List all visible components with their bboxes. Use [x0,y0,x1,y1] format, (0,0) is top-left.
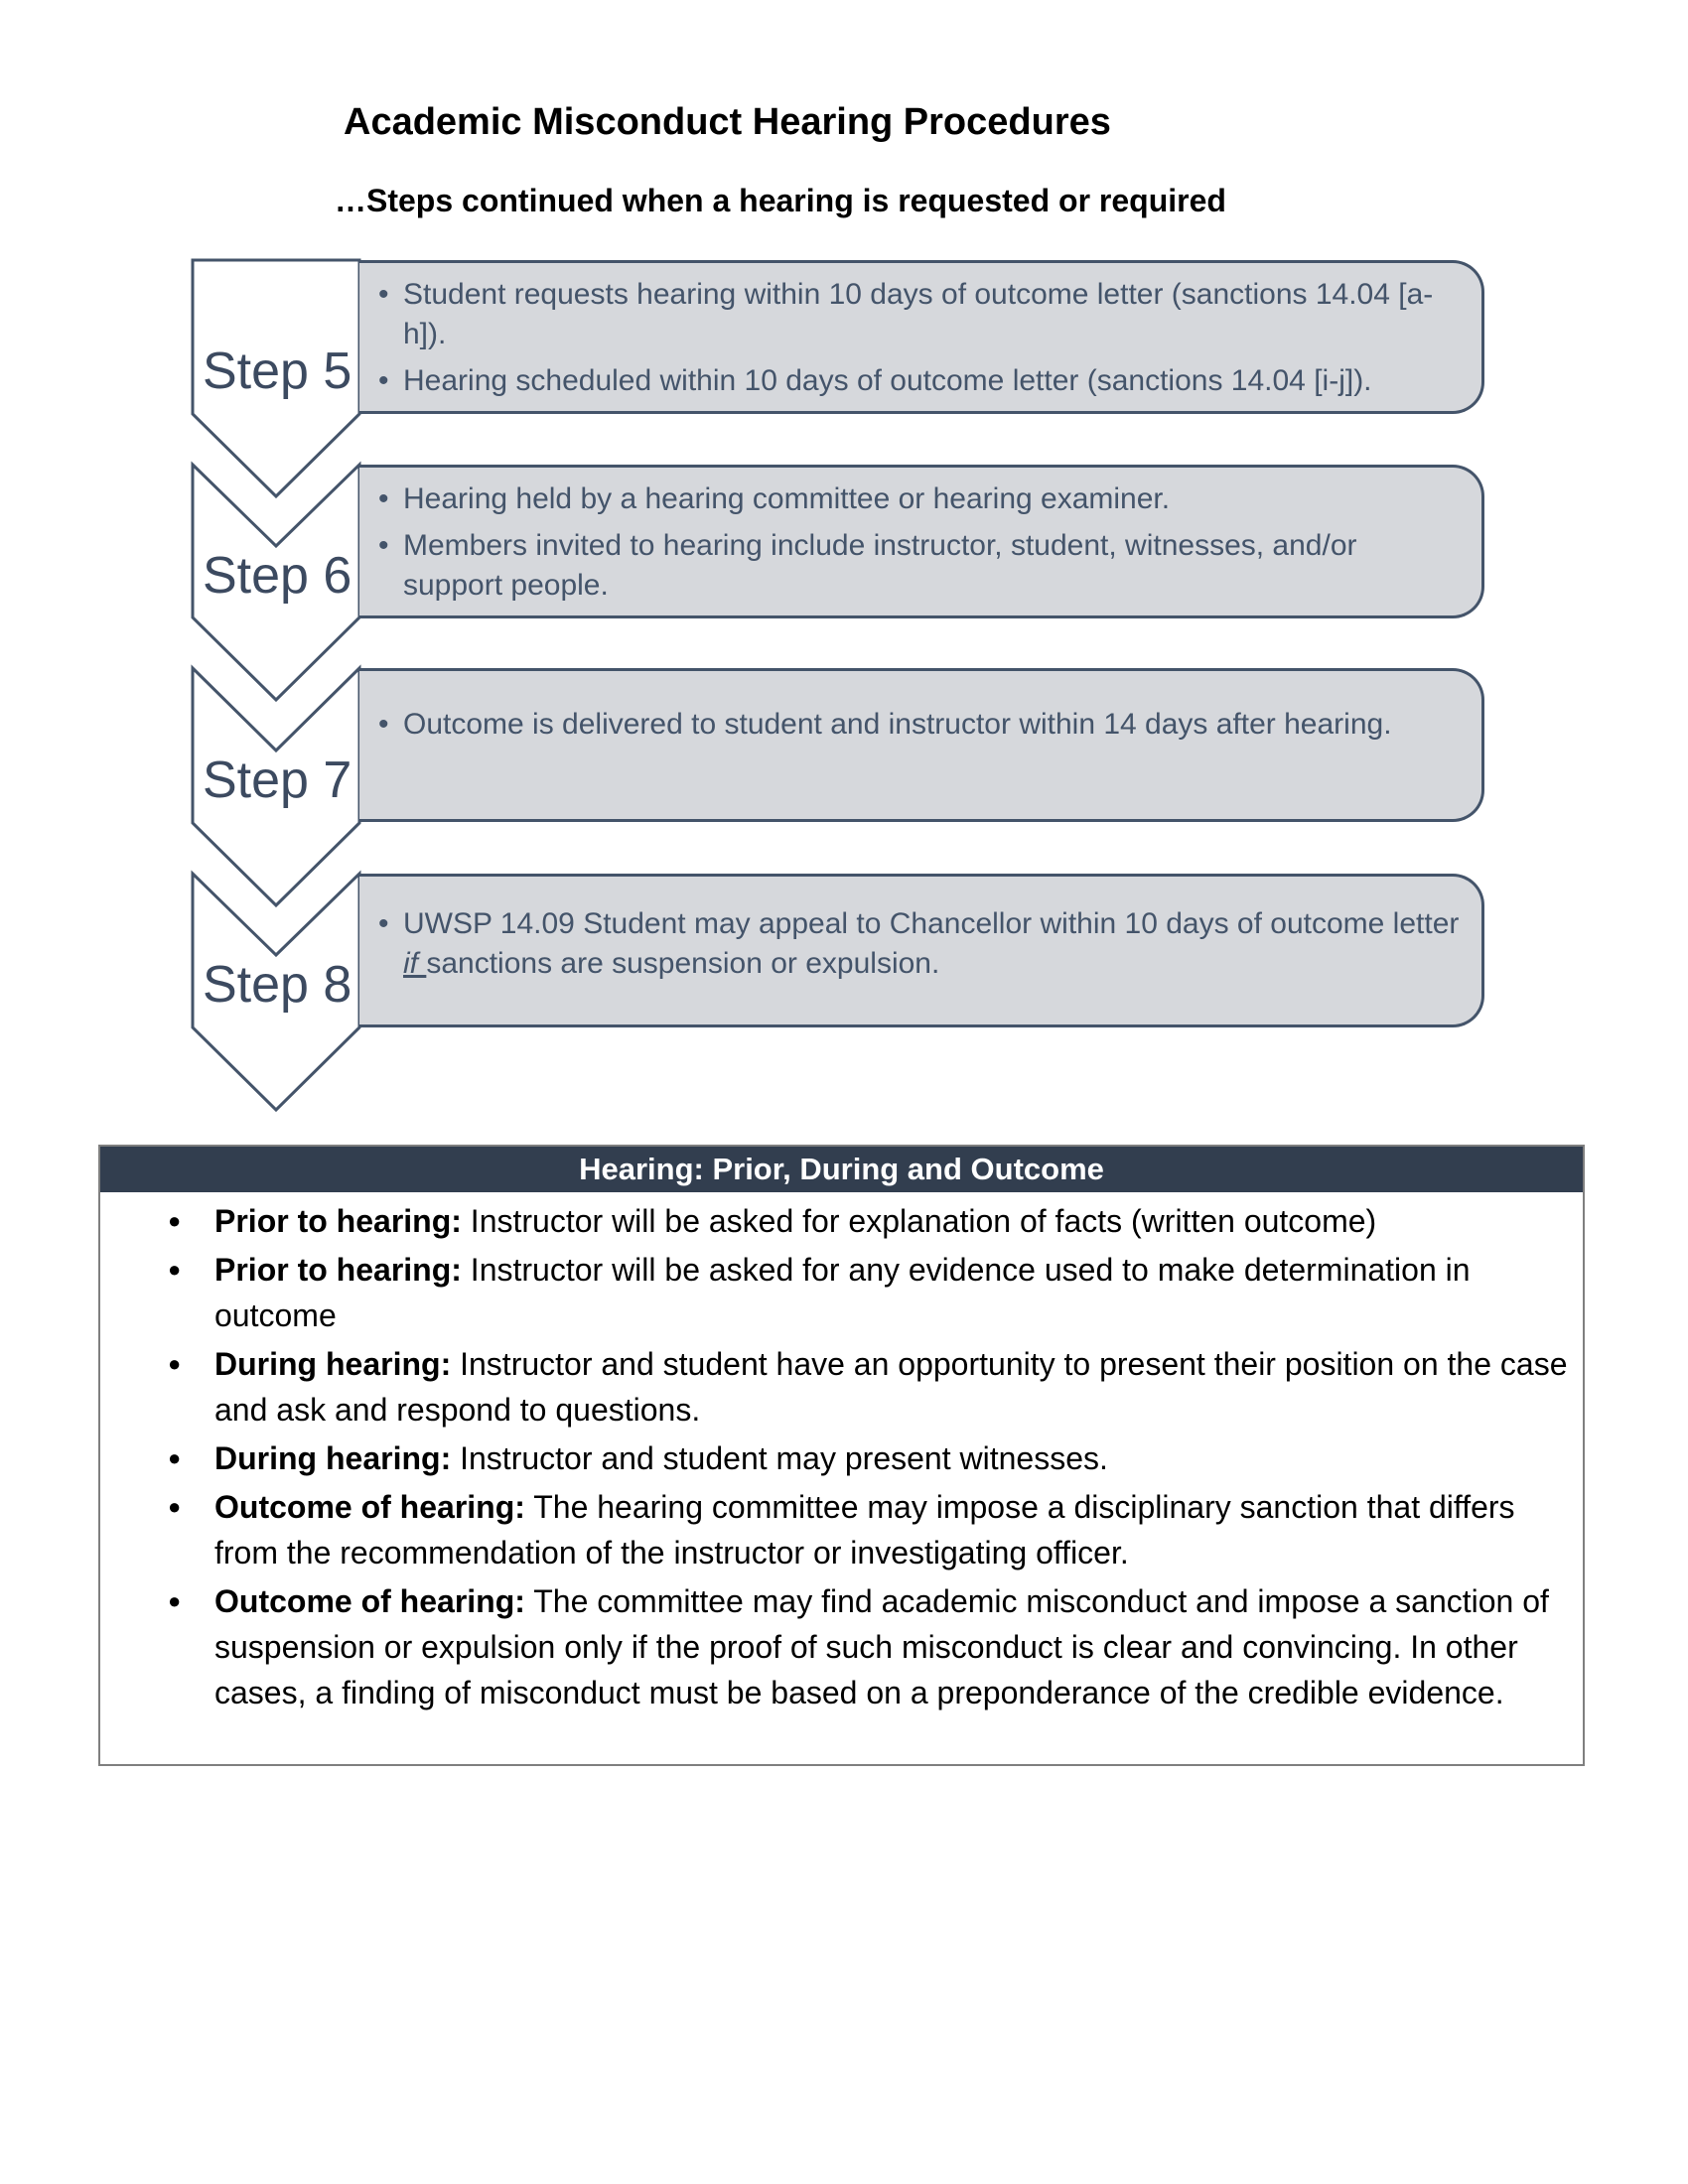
hearing-item-text: The hearing committee may impose a disciplinary sanction that differs from the recommendation of the instructor or investigating officer. [214,1489,1515,1570]
step-7-box [359,668,1484,822]
step-6-box [359,465,1484,618]
hearing-item-lead: During hearing: [214,1346,452,1382]
hearing-list-item [214,1341,1583,1433]
step-8-emphasis: if [403,947,427,980]
step-5-box [359,260,1484,414]
step-6-item: • Members invited to hearing include instructor, student, witnesses, and/or support people. [403,526,1462,606]
hearing-table-header: Hearing: Prior, During and Outcome [100,1147,1583,1192]
hearing-item-lead: Outcome of hearing: [214,1489,525,1525]
hearing-item-lead: Prior to hearing: [214,1252,462,1288]
step-8-label: Step 8 [203,956,352,1014]
hearing-item-lead: During hearing: [214,1440,452,1476]
hearing-item-text: Instructor and student have an opportunity to present their position on the case and ask and respond to questions. [214,1346,1568,1428]
hearing-list-item [214,1198,1583,1244]
step-8-text-after: sanctions are suspension or expulsion. [426,947,940,980]
hearing-item-lead: Outcome of hearing: [214,1583,525,1619]
step-6-label: Step 6 [203,547,352,605]
document-title: Academic Misconduct Hearing Procedures [344,101,1111,143]
hearing-list-item [214,1484,1583,1575]
step-5-label: Step 5 [203,342,352,400]
hearing-item-text: Instructor and student may present witnesses. [451,1440,1108,1476]
hearing-item-text: Instructor will be asked for explanation of facts (written outcome) [461,1203,1377,1239]
step-5-item: • Student requests hearing within 10 days of outcome letter (sanctions 14.04 [a-h]). [403,275,1462,354]
step-7-label: Step 7 [203,751,352,809]
hearing-table [98,1145,1585,1766]
step-5-item: • Hearing scheduled within 10 days of outcome letter (sanctions 14.04 [i-j]). [403,361,1462,401]
step-7-item: • Outcome is delivered to student and instructor within 14 days after hearing. [403,705,1462,745]
step-6-item: • Hearing held by a hearing committee or hearing examiner. [403,479,1462,519]
step-8-item [403,904,1462,984]
step-8-box [359,874,1484,1027]
hearing-list-item [214,1578,1583,1715]
hearing-list-item [214,1247,1583,1338]
document-subtitle: …Steps continued when a hearing is requested or required [335,183,1226,218]
step-8-text-before: UWSP 14.09 Student may appeal to Chancellor within 10 days of outcome letter [403,907,1460,940]
hearing-item-text: Instructor will be asked for any evidence used to make determination in outcome [214,1252,1471,1333]
hearing-list-item [214,1435,1583,1481]
hearing-item-lead: Prior to hearing: [214,1203,462,1239]
hearing-table-body [100,1198,1583,1715]
hearing-item-text: The committee may find academic misconduct and impose a sanction of suspension or expulsion only if the proof of such misconduct is clear and convincing. In other cases, a finding of misconduct must be based on a preponderance of the credible evidence. [214,1583,1549,1710]
